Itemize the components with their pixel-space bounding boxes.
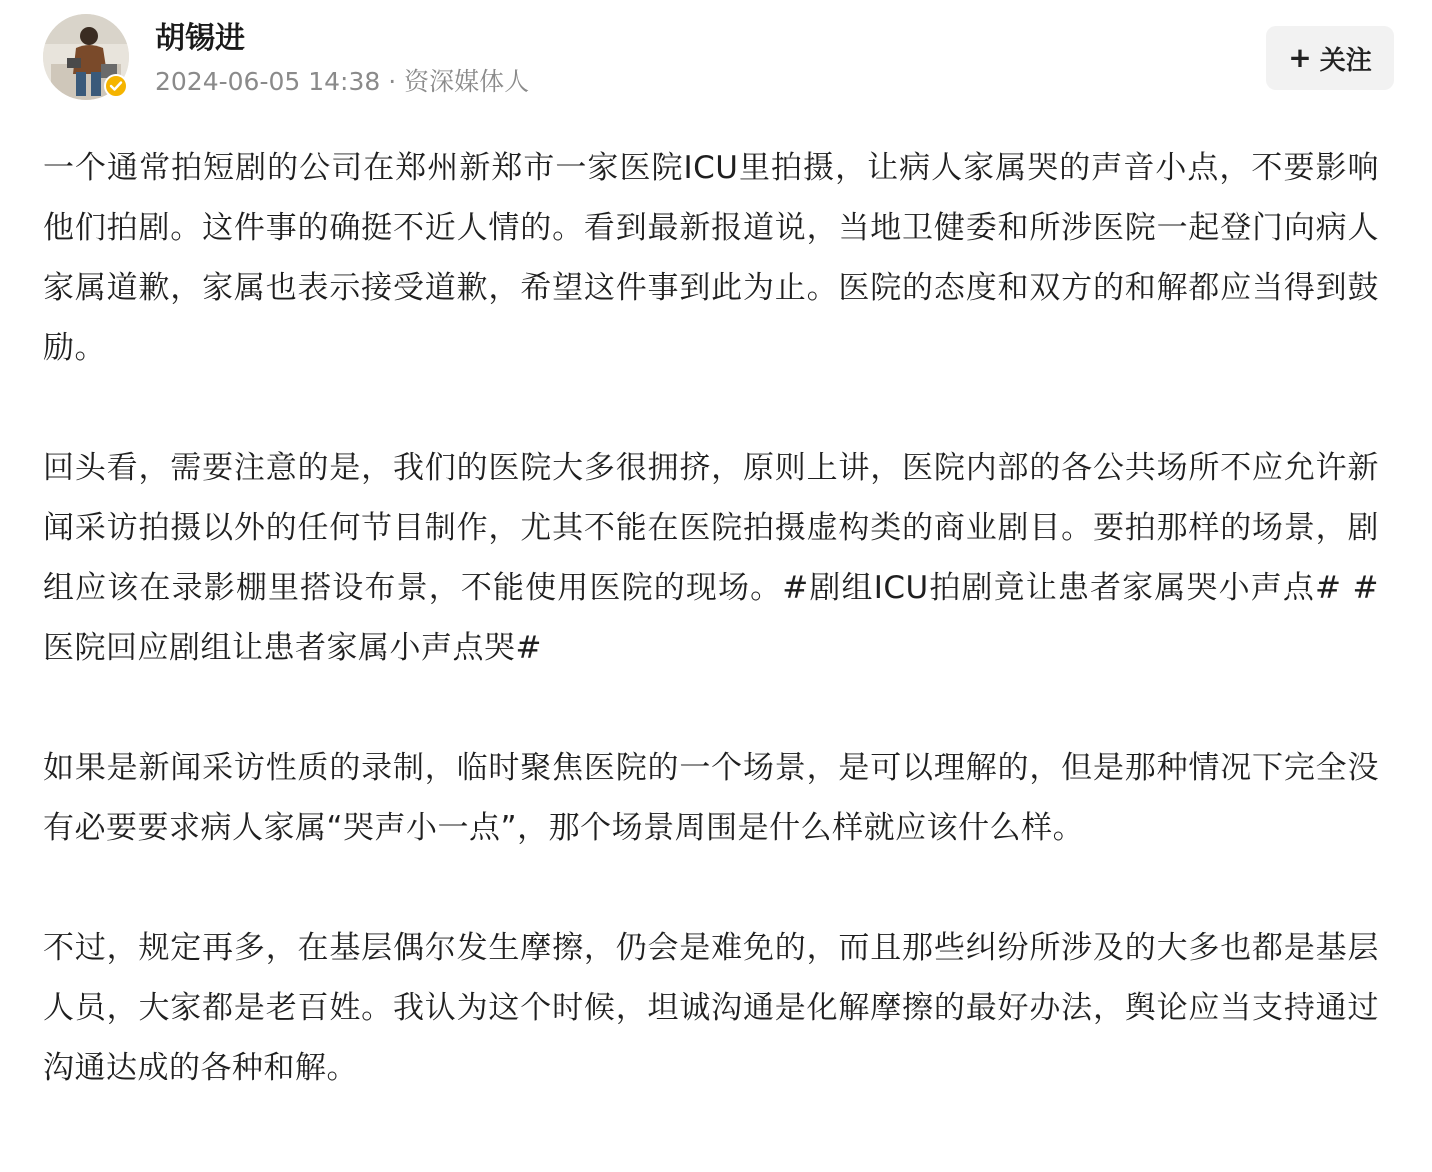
plus-icon: + bbox=[1288, 41, 1312, 74]
post-header bbox=[0, 0, 1432, 110]
post-meta bbox=[155, 64, 529, 100]
author-tag: 资深媒体人 bbox=[404, 67, 530, 96]
follow-label: 关注 bbox=[1319, 45, 1372, 76]
follow-button[interactable] bbox=[1266, 26, 1394, 90]
post-body bbox=[43, 138, 1379, 1098]
post-timestamp: 2024-06-05 14:38 bbox=[155, 67, 381, 96]
meta-separator: · bbox=[380, 67, 405, 96]
post-paragraph: 回头看，需要注意的是，我们的医院大多很拥挤，原则上讲，医院内部的各公共场所不应允许新闻采访拍摄以外的任何节目制作，尤其不能在医院拍摄虚构类的商业剧目。要拍那样的场景，剧组应该在录影棚里搭设布景，不能使用医院的现场。#剧组ICU拍剧竟让患者家属哭小声点# #医院回应剧组让患者家属小声点哭# bbox=[43, 450, 1379, 666]
verified-badge-icon bbox=[104, 74, 128, 98]
author-name[interactable]: 胡锡进 bbox=[155, 21, 245, 56]
post-paragraph: 不过，规定再多，在基层偶尔发生摩擦，仍会是难免的，而且那些纠纷所涉及的大多也都是基层人员，大家都是老百姓。我认为这个时候，坦诚沟通是化解摩擦的最好办法，舆论应当支持通过沟通达成的各种和解。 bbox=[43, 930, 1379, 1086]
post-paragraph: 一个通常拍短剧的公司在郑州新郑市一家医院ICU里拍摄，让病人家属哭的声音小点，不要影响他们拍剧。这件事的确挺不近人情的。看到最新报道说，当地卫健委和所涉医院一起登门向病人家属道歉，家属也表示接受道歉，希望这件事到此为止。医院的态度和双方的和解都应当得到鼓励。 bbox=[43, 150, 1379, 366]
post-paragraph: 如果是新闻采访性质的录制，临时聚焦医院的一个场景，是可以理解的，但是那种情况下完全没有必要要求病人家属“哭声小一点”，那个场景周围是什么样就应该什么样。 bbox=[43, 750, 1379, 846]
